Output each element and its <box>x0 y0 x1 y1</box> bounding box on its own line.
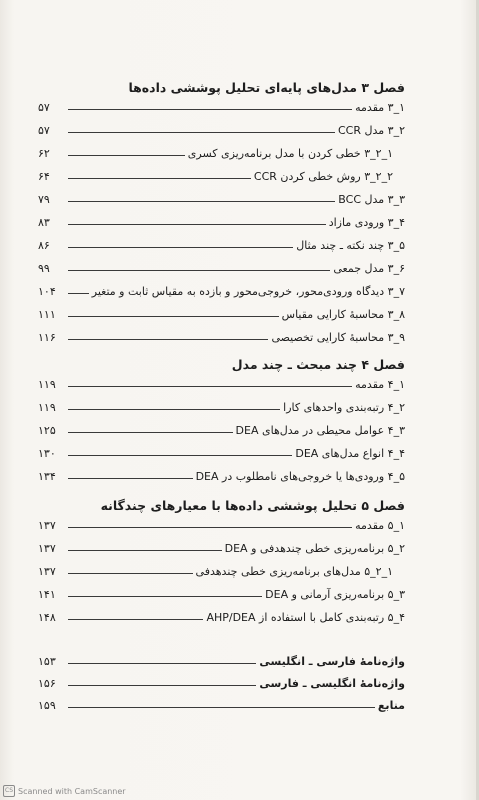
back-matter-entry <box>38 694 405 712</box>
page-number: ۱۳۴ <box>38 470 56 483</box>
page-number: ۵۷ <box>38 124 50 137</box>
entry-title: ۴_۵ رتبه‌بندی کامل با استفاده از AHP/DEA <box>206 611 405 624</box>
entry-title: ۲_۲_۳ روش خطی کردن CCR <box>253 170 393 183</box>
entry-title: ۳_۴ عوامل محیطی در مدل‌های DEA <box>235 424 405 437</box>
toc-entry <box>38 280 405 298</box>
dotted-leader <box>68 527 352 528</box>
scanner-watermark <box>3 785 126 797</box>
entry-title: ۶_۳ مدل جمعی <box>333 262 405 275</box>
toc-entry <box>38 465 405 483</box>
page-number: ۱۰۴ <box>38 285 56 298</box>
dotted-leader <box>68 155 185 156</box>
page-number: ۱۱۹ <box>38 401 56 414</box>
toc-entry <box>38 142 393 160</box>
dotted-leader <box>68 685 256 686</box>
entry-title: منابع <box>377 699 405 712</box>
camscanner-icon: CS <box>3 785 15 797</box>
dotted-leader <box>68 224 326 225</box>
dotted-leader <box>68 178 251 179</box>
entry-title: ۳_۵ برنامه‌ریزی آرمانی و DEA <box>265 588 405 601</box>
page-number: ۱۵۹ <box>38 699 56 712</box>
entry-title: ۱_۳ مقدمه <box>355 101 405 114</box>
dotted-leader <box>68 707 375 708</box>
page-number: ۱۲۵ <box>38 424 56 437</box>
entry-title: واژه‌نامهٔ انگلیسی ـ فارسی <box>259 677 405 690</box>
entry-title: ۳_۳ مدل BCC <box>338 193 405 206</box>
page-number: ۱۱۱ <box>38 308 56 321</box>
page-number: ۷۹ <box>38 193 50 206</box>
page-number: ۱۳۰ <box>38 447 56 460</box>
entry-title: واژه‌نامهٔ فارسی ـ انگلیسی <box>259 655 405 668</box>
dotted-leader <box>68 478 193 479</box>
toc-entry <box>38 96 405 114</box>
entry-title: ۵_۳ چند نکته ـ چند مثال <box>296 239 405 252</box>
page-number: ۱۵۶ <box>38 677 56 690</box>
back-matter-entry <box>38 672 405 690</box>
page-number: ۱۱۹ <box>38 378 56 391</box>
dotted-leader <box>68 550 222 551</box>
toc-entry <box>38 442 405 460</box>
dotted-leader <box>68 663 256 664</box>
page-number: ۸۶ <box>38 239 50 252</box>
page-number: ۱۵۳ <box>38 655 56 668</box>
page-number: ۱۱۶ <box>38 331 56 344</box>
dotted-leader <box>68 432 233 433</box>
toc-entry <box>38 419 405 437</box>
chapter-heading: فصل ۵ تحلیل پوششی داده‌ها با معیارهای چندگانه <box>100 498 405 513</box>
page-number: ۱۳۷ <box>38 542 56 555</box>
page-number: ۱۳۷ <box>38 519 56 532</box>
entry-title: ۴_۴ انواع مدل‌های DEA <box>295 447 405 460</box>
toc-entry <box>38 537 405 555</box>
dotted-leader <box>68 270 330 271</box>
entry-title: ۲_۳ مدل CCR <box>337 124 405 137</box>
toc-entry <box>38 606 405 624</box>
dotted-leader <box>68 247 293 248</box>
toc-entry <box>38 514 405 532</box>
entry-title: ۹_۳ محاسبهٔ کارایی تخصیصی <box>271 331 405 344</box>
dotted-leader <box>68 619 203 620</box>
page-number: ۶۲ <box>38 147 50 160</box>
dotted-leader <box>68 339 268 340</box>
page-number: ۶۴ <box>38 170 50 183</box>
entry-title: ۱_۲_۳ خطی کردن با مدل برنامه‌ریزی کسری <box>187 147 393 160</box>
dotted-leader <box>68 316 279 317</box>
page-number: ۱۳۷ <box>38 565 56 578</box>
page-number: ۸۳ <box>38 216 50 229</box>
dotted-leader <box>68 573 193 574</box>
toc-entry <box>38 165 393 183</box>
entry-title: ۲_۴ رتبه‌بندی واحدهای کارا <box>283 401 405 414</box>
toc-entry <box>38 303 405 321</box>
entry-title: ۱_۵ مقدمه <box>355 519 405 532</box>
toc-entry <box>38 188 405 206</box>
dotted-leader <box>68 109 352 110</box>
toc-entry <box>38 583 405 601</box>
entry-title: ۷_۳ دیدگاه ورودی‌محور، خروجی‌محور و بازده به مقیاس ثابت و متغیر <box>91 285 405 298</box>
entry-title: ۸_۳ محاسبهٔ کارایی مقیاس <box>281 308 405 321</box>
dotted-leader <box>68 596 262 597</box>
toc-entry <box>38 396 405 414</box>
dotted-leader <box>68 386 352 387</box>
entry-title: ۵_۴ ورودی‌ها یا خروجی‌های نامطلوب در DEA <box>195 470 405 483</box>
toc-entry <box>38 326 405 344</box>
watermark-text: Scanned with CamScanner <box>18 786 126 796</box>
dotted-leader <box>68 455 292 456</box>
toc-entry <box>38 211 405 229</box>
chapter-heading: فصل ۳ مدل‌های پایه‌ای تحلیل پوششی داده‌ها <box>128 80 405 95</box>
dotted-leader <box>68 409 280 410</box>
back-matter-entry <box>38 650 405 668</box>
dotted-leader <box>68 293 89 294</box>
page-number: ۵۷ <box>38 101 50 114</box>
dotted-leader <box>68 132 335 133</box>
toc-entry <box>38 234 405 252</box>
page-number: ۱۴۱ <box>38 588 56 601</box>
chapter-heading: فصل ۴ چند مبحث ـ چند مدل <box>231 357 405 372</box>
toc-entry <box>38 119 405 137</box>
page-number: ۹۹ <box>38 262 50 275</box>
toc-entry <box>38 560 393 578</box>
entry-title: ۴_۳ ورودی مازاد <box>328 216 405 229</box>
dotted-leader <box>68 201 335 202</box>
entry-title: ۱_۴ مقدمه <box>355 378 405 391</box>
toc-entry <box>38 373 405 391</box>
page-number: ۱۴۸ <box>38 611 56 624</box>
entry-title: ۱_۲_۵ مدل‌های برنامه‌ریزی خطی چندهدفی <box>195 565 393 578</box>
entry-title: ۲_۵ برنامه‌ریزی خطی چندهدفی و DEA <box>224 542 405 555</box>
toc-entry <box>38 257 405 275</box>
